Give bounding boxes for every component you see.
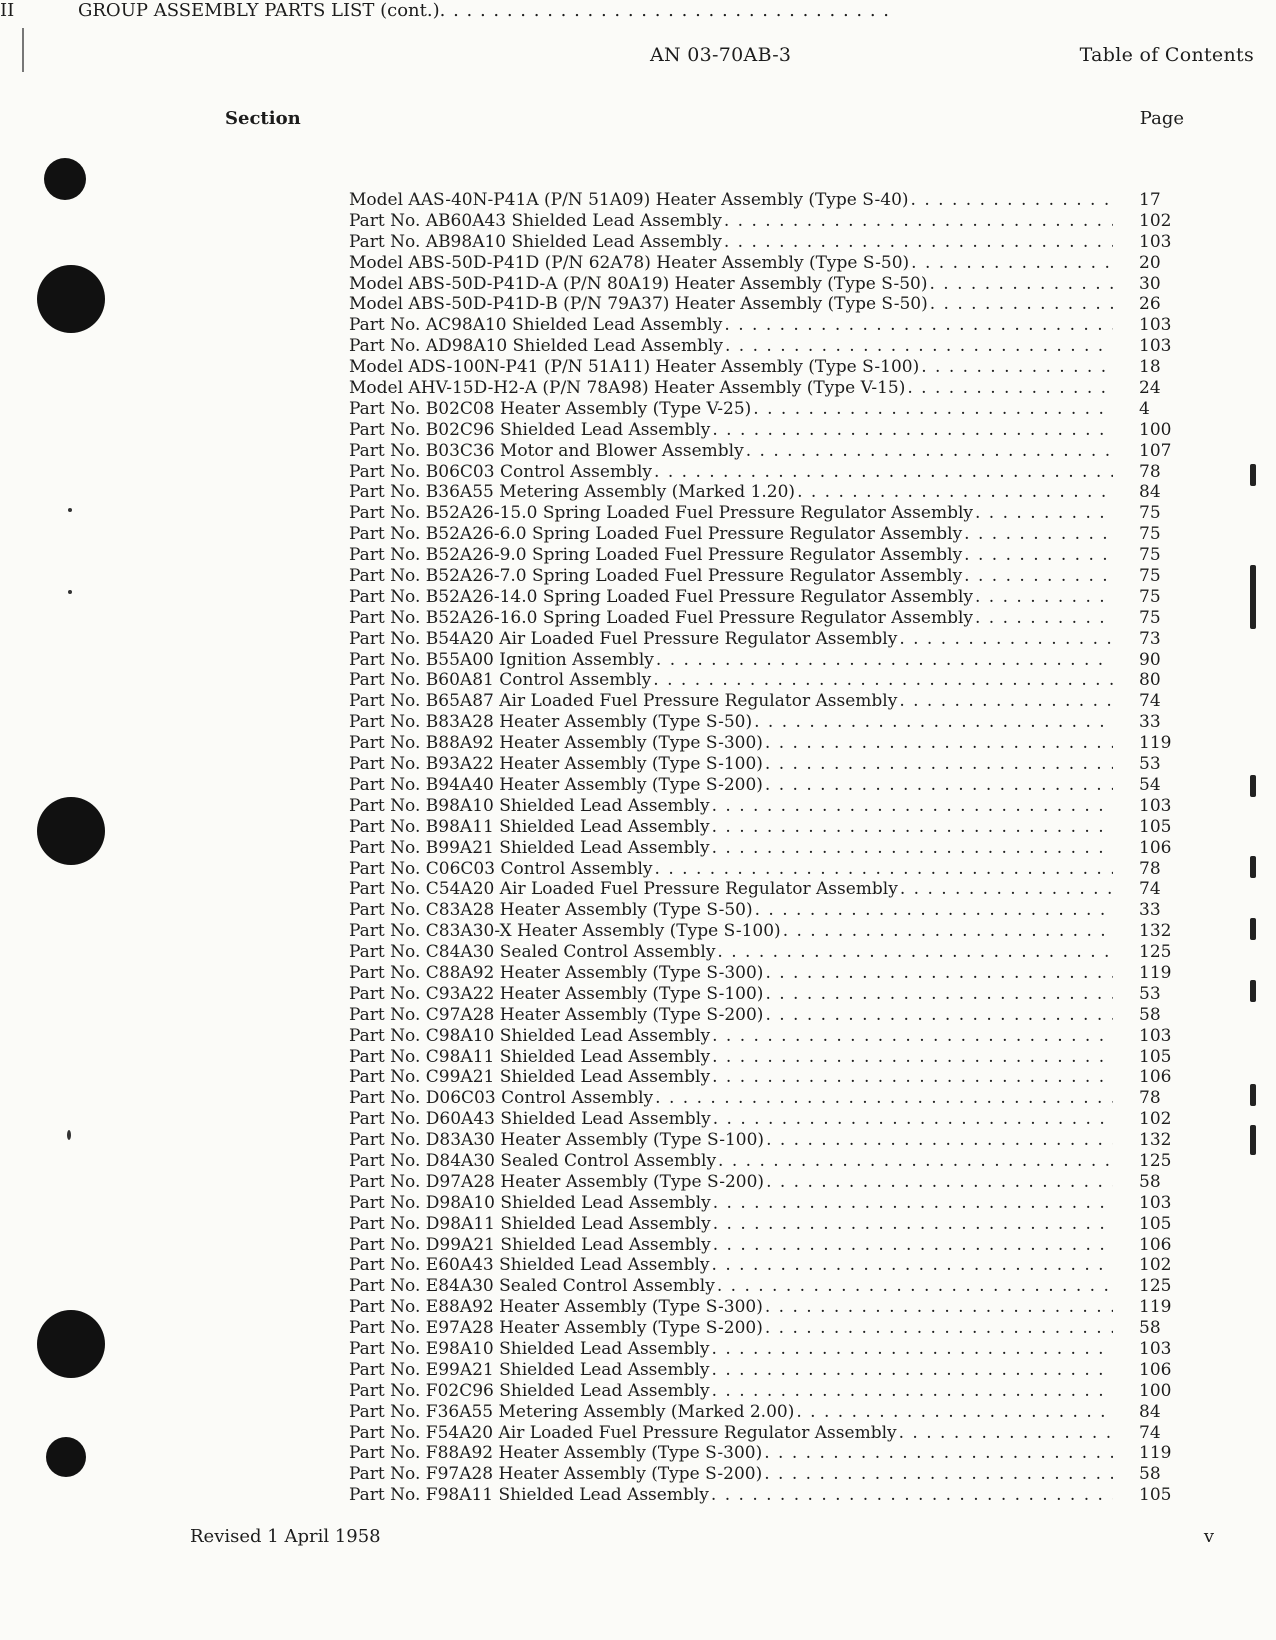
toc-entry[interactable] xyxy=(349,942,1199,963)
toc-entry-title: Part No. C83A28 Heater Assembly (Type S-50) xyxy=(349,900,753,921)
dot-leader xyxy=(907,378,1113,399)
toc-entry-title: Part No. C93A22 Heater Assembly (Type S-100) xyxy=(349,983,764,1004)
dot-leader xyxy=(911,190,1113,211)
toc-entry[interactable] xyxy=(349,1130,1199,1151)
toc-entry-page: 84 xyxy=(1139,482,1161,503)
toc-entry[interactable] xyxy=(349,1255,1199,1276)
toc-entry-title: Part No. B52A26-9.0 Spring Loaded Fuel Pressure Regulator Assembly xyxy=(349,545,963,566)
toc-entry-title: Part No. D97A28 Heater Assembly (Type S-200) xyxy=(349,1171,765,1192)
toc-entry-page: 90 xyxy=(1139,649,1161,670)
toc-entry-page: 125 xyxy=(1139,1276,1172,1297)
running-title: Table of Contents xyxy=(1079,44,1254,66)
toc-entry[interactable] xyxy=(349,545,1199,566)
toc-entry[interactable] xyxy=(349,1381,1199,1402)
toc-entry-page: 33 xyxy=(1139,900,1161,921)
toc-entry-title: Part No. B36A55 Metering Assembly (Marked 1.20) xyxy=(349,482,796,503)
toc-entry-page: 132 xyxy=(1139,921,1172,942)
dot-leader xyxy=(724,211,1113,232)
dot-leader xyxy=(724,232,1113,253)
toc-entry-page: 80 xyxy=(1139,670,1161,691)
toc-entry[interactable] xyxy=(349,1297,1199,1318)
toc-entry[interactable] xyxy=(349,315,1199,336)
toc-entry[interactable] xyxy=(349,859,1199,880)
toc-entry-title: Part No. B52A26-16.0 Spring Loaded Fuel Pressure Regulator Assembly xyxy=(349,607,973,628)
dot-leader xyxy=(712,838,1113,859)
dot-leader xyxy=(713,1193,1113,1214)
toc-entry-page: 75 xyxy=(1139,566,1161,587)
toc-entry-page: 75 xyxy=(1139,524,1161,545)
dot-leader xyxy=(766,1172,1113,1193)
revision-date: Revised 1 April 1958 xyxy=(190,1526,381,1547)
toc-entry-page: 73 xyxy=(1139,628,1161,649)
toc-entry-title: Part No. C06C03 Control Assembly xyxy=(349,858,653,879)
toc-entry-page: 78 xyxy=(1139,1088,1161,1109)
toc-entry-page: 103 xyxy=(1139,795,1172,816)
dot-leader xyxy=(765,963,1113,984)
toc-entry[interactable] xyxy=(349,629,1199,650)
toc-entry-page: 105 xyxy=(1139,1046,1172,1067)
dot-leader xyxy=(975,608,1113,629)
dot-leader xyxy=(764,1464,1113,1485)
page-speck xyxy=(68,508,72,512)
toc-entry-title: Part No. B98A10 Shielded Lead Assembly xyxy=(349,795,710,816)
toc-entry[interactable] xyxy=(349,274,1199,295)
dot-leader xyxy=(753,399,1113,420)
dot-leader xyxy=(766,1130,1113,1151)
toc-entry-title: Part No. F54A20 Air Loaded Fuel Pressure Regulator Assembly xyxy=(349,1422,897,1443)
toc-entry[interactable] xyxy=(349,1276,1199,1297)
toc-entry-page: 103 xyxy=(1139,1338,1172,1359)
toc-entry-page: 58 xyxy=(1139,1464,1161,1485)
dot-leader xyxy=(711,1485,1113,1506)
change-bar xyxy=(1250,856,1256,878)
dot-leader xyxy=(796,1402,1113,1423)
toc-entry[interactable] xyxy=(349,984,1199,1005)
toc-entry[interactable] xyxy=(349,1109,1199,1130)
toc-entry[interactable] xyxy=(349,754,1199,775)
toc-entry-title: Part No. C97A28 Heater Assembly (Type S-200) xyxy=(349,1004,764,1025)
toc-entry-title: Part No. E97A28 Heater Assembly (Type S-200) xyxy=(349,1318,763,1339)
toc-entry[interactable] xyxy=(349,294,1199,315)
dot-leader xyxy=(975,503,1113,524)
section-heading-row xyxy=(0,0,890,21)
toc-entry[interactable] xyxy=(349,650,1199,671)
dot-leader xyxy=(899,1423,1113,1444)
dot-leader xyxy=(765,1318,1113,1339)
toc-entry-page: 103 xyxy=(1139,231,1172,252)
dot-leader xyxy=(765,984,1113,1005)
toc-entry-title: Part No. C98A10 Shielded Lead Assembly xyxy=(349,1025,711,1046)
toc-entry-page: 105 xyxy=(1139,816,1172,837)
section-number: II xyxy=(0,0,15,21)
toc-entry-page: 30 xyxy=(1139,273,1161,294)
toc-entry-page: 75 xyxy=(1139,545,1161,566)
dot-leader xyxy=(899,629,1113,650)
toc-entry-title: Part No. B83A28 Heater Assembly (Type S-50) xyxy=(349,712,753,733)
toc-entry-title: Part No. B52A26-14.0 Spring Loaded Fuel Pressure Regulator Assembly xyxy=(349,586,973,607)
punch-hole xyxy=(44,158,86,200)
dot-leader xyxy=(653,670,1113,691)
dot-leader xyxy=(746,441,1113,462)
page-edge-mark xyxy=(22,28,24,72)
toc-entry-page: 132 xyxy=(1139,1130,1172,1151)
toc-entry-title: Part No. E99A21 Shielded Lead Assembly xyxy=(349,1359,710,1380)
dot-leader xyxy=(718,1151,1113,1172)
toc-entry[interactable] xyxy=(349,211,1199,232)
toc-entry-page: 103 xyxy=(1139,1192,1172,1213)
section-column-heading: Section xyxy=(225,108,301,129)
toc-entry[interactable] xyxy=(349,441,1199,462)
dot-leader xyxy=(712,1339,1113,1360)
change-bar xyxy=(1250,565,1256,629)
toc-entry-page: 75 xyxy=(1139,607,1161,628)
toc-entry-title: Part No. C83A30-X Heater Assembly (Type S-100) xyxy=(349,921,781,942)
toc-entry[interactable] xyxy=(349,1360,1199,1381)
change-bar xyxy=(1250,980,1256,1002)
toc-entry[interactable] xyxy=(349,482,1199,503)
toc-entry-page: 54 xyxy=(1139,774,1161,795)
toc-entry[interactable] xyxy=(349,963,1199,984)
dot-leader xyxy=(712,1047,1113,1068)
toc-entry[interactable] xyxy=(349,232,1199,253)
toc-entry-page: 78 xyxy=(1139,858,1161,879)
toc-entry-title: Model AAS-40N-P41A (P/N 51A09) Heater Assembly (Type S-40) xyxy=(349,190,909,210)
dot-leader xyxy=(765,1005,1113,1026)
toc-entry-title: Part No. B03C36 Motor and Blower Assembly xyxy=(349,440,744,461)
toc-entry[interactable] xyxy=(349,253,1199,274)
toc-entry[interactable] xyxy=(349,1193,1199,1214)
dot-leader xyxy=(930,274,1114,295)
toc-entry-page: 74 xyxy=(1139,1422,1161,1443)
toc-entry-page: 125 xyxy=(1139,1150,1172,1171)
punch-hole xyxy=(37,1310,105,1378)
toc-entry-title: Part No. C99A21 Shielded Lead Assembly xyxy=(349,1067,711,1088)
toc-entry[interactable] xyxy=(349,1067,1199,1088)
toc-entry-title: Model ABS-50D-P41D (P/N 62A78) Heater Assembly (Type S-50) xyxy=(349,252,910,273)
toc-entry-title: Part No. B52A26-15.0 Spring Loaded Fuel Pressure Regulator Assembly xyxy=(349,503,973,524)
toc-entry[interactable] xyxy=(349,879,1199,900)
toc-entry-page: 18 xyxy=(1139,357,1161,378)
toc-entry-page: 78 xyxy=(1139,461,1161,482)
toc-entry-title: Part No. D83A30 Heater Assembly (Type S-100) xyxy=(349,1130,765,1151)
toc-entry-page: 58 xyxy=(1139,1318,1161,1339)
toc-entry-page: 74 xyxy=(1139,879,1161,900)
dot-leader xyxy=(440,0,890,21)
toc-entry-page: 20 xyxy=(1139,252,1161,273)
page-column-heading: Page xyxy=(1139,108,1184,129)
dot-leader xyxy=(712,1360,1113,1381)
toc-entry-title: Model ADS-100N-P41 (P/N 51A11) Heater Assembly (Type S-100) xyxy=(349,357,920,378)
change-bar xyxy=(1250,775,1256,797)
punch-hole xyxy=(46,1437,86,1477)
toc-entry-title: Part No. B60A81 Control Assembly xyxy=(349,670,652,691)
dot-leader xyxy=(712,1255,1113,1276)
toc-entry[interactable] xyxy=(349,817,1199,838)
toc-entry-title: Part No. B52A26-7.0 Spring Loaded Fuel Pressure Regulator Assembly xyxy=(349,566,963,587)
dot-leader xyxy=(921,357,1113,378)
toc-entry-title: Part No. AB60A43 Shielded Lead Assembly xyxy=(349,210,722,231)
change-bar xyxy=(1250,1084,1256,1106)
dot-leader xyxy=(797,482,1113,503)
toc-entry-title: Part No. B02C08 Heater Assembly (Type V-25) xyxy=(349,398,752,419)
toc-entry-page: 105 xyxy=(1139,1485,1172,1506)
toc-entry-title: Part No. F88A92 Heater Assembly (Type S-300) xyxy=(349,1443,763,1464)
toc-entry-title: Part No. B54A20 Air Loaded Fuel Pressure Regulator Assembly xyxy=(349,628,898,649)
dot-leader xyxy=(712,796,1113,817)
dot-leader xyxy=(783,921,1113,942)
toc-entry-page: 58 xyxy=(1139,1004,1161,1025)
toc-entry-title: Part No. B55A00 Ignition Assembly xyxy=(349,649,654,670)
toc-entry-title: Part No. B52A26-6.0 Spring Loaded Fuel Pressure Regulator Assembly xyxy=(349,524,963,545)
dot-leader xyxy=(725,336,1113,357)
dot-leader xyxy=(964,524,1113,545)
toc-entry[interactable] xyxy=(349,1214,1199,1235)
dot-leader xyxy=(713,1214,1113,1235)
punch-hole xyxy=(37,265,105,333)
toc-entry-title: Part No. B02C96 Shielded Lead Assembly xyxy=(349,419,711,440)
dot-leader xyxy=(754,712,1113,733)
change-bar xyxy=(1250,1125,1256,1155)
toc-entry-page: 58 xyxy=(1139,1171,1161,1192)
dot-leader xyxy=(765,754,1113,775)
toc-entry-page: 102 xyxy=(1139,210,1172,231)
toc-entry-title: Part No. C84A30 Sealed Control Assembly xyxy=(349,942,716,963)
toc-entry[interactable] xyxy=(349,587,1199,608)
toc-entry-title: Model ABS-50D-P41D-B (P/N 79A37) Heater Assembly (Type S-50) xyxy=(349,294,928,315)
toc-entry-title: Part No. B98A11 Shielded Lead Assembly xyxy=(349,816,710,837)
toc-entry[interactable] xyxy=(349,336,1199,357)
toc-entry-title: Part No. C54A20 Air Loaded Fuel Pressure Regulator Assembly xyxy=(349,879,898,900)
toc-entry-page: 103 xyxy=(1139,315,1172,336)
dot-leader xyxy=(964,545,1113,566)
toc-entry[interactable] xyxy=(349,1005,1199,1026)
toc-entry-page: 33 xyxy=(1139,712,1161,733)
toc-entry-title: Part No. E98A10 Shielded Lead Assembly xyxy=(349,1338,710,1359)
dot-leader xyxy=(712,817,1113,838)
toc-entry-title: Part No. C88A92 Heater Assembly (Type S-300) xyxy=(349,962,764,983)
toc-entry-title: Part No. F98A11 Shielded Lead Assembly xyxy=(349,1485,709,1506)
toc-entry[interactable] xyxy=(349,1318,1199,1339)
toc-entry-title: Part No. AB98A10 Shielded Lead Assembly xyxy=(349,231,722,252)
toc-entry[interactable] xyxy=(349,357,1199,378)
toc-entry-page: 106 xyxy=(1139,837,1172,858)
toc-entry-title: Part No. B93A22 Heater Assembly (Type S-100) xyxy=(349,754,763,775)
toc-entry-title: Part No. D06C03 Control Assembly xyxy=(349,1088,654,1109)
toc-entry[interactable] xyxy=(349,420,1199,441)
punch-hole xyxy=(37,797,105,865)
dot-leader xyxy=(724,315,1113,336)
toc-entry-page: 100 xyxy=(1139,419,1172,440)
toc-entry-title: Model ABS-50D-P41D-A (P/N 80A19) Heater Assembly (Type S-50) xyxy=(349,273,928,294)
toc-entry-title: Part No. F36A55 Metering Assembly (Marked 2.00) xyxy=(349,1401,795,1422)
dot-leader xyxy=(900,879,1113,900)
toc-entry-title: Part No. D98A11 Shielded Lead Assembly xyxy=(349,1213,711,1234)
toc-entry-title: Part No. B65A87 Air Loaded Fuel Pressure Regulator Assembly xyxy=(349,691,898,712)
toc-entry[interactable] xyxy=(349,775,1199,796)
toc-entry-title: Part No. B88A92 Heater Assembly (Type S-300) xyxy=(349,733,763,754)
toc-entry-page: 105 xyxy=(1139,1213,1172,1234)
dot-leader xyxy=(755,900,1113,921)
toc-entry-title: Part No. E88A92 Heater Assembly (Type S-300) xyxy=(349,1297,763,1318)
toc-entry-list xyxy=(349,190,1199,1506)
dot-leader xyxy=(713,1109,1113,1130)
dot-leader xyxy=(717,942,1113,963)
toc-entry[interactable] xyxy=(349,378,1199,399)
toc-entry-title: Part No. F02C96 Shielded Lead Assembly xyxy=(349,1380,710,1401)
dot-leader xyxy=(712,420,1113,441)
toc-entry[interactable] xyxy=(349,1402,1199,1423)
toc-entry-title: Part No. D84A30 Sealed Control Assembly xyxy=(349,1150,717,1171)
toc-entry[interactable] xyxy=(349,608,1199,629)
toc-entry-title: Part No. F97A28 Heater Assembly (Type S-200) xyxy=(349,1464,763,1485)
toc-entry-title: Part No. B94A40 Heater Assembly (Type S-200) xyxy=(349,774,763,795)
toc-entry-title: Part No. D98A10 Shielded Lead Assembly xyxy=(349,1192,711,1213)
page-number: v xyxy=(1203,1526,1214,1547)
toc-entry-page: 103 xyxy=(1139,336,1172,357)
dot-leader xyxy=(764,1443,1113,1464)
dot-leader xyxy=(975,587,1113,608)
toc-entry[interactable] xyxy=(349,900,1199,921)
dot-leader xyxy=(717,1276,1113,1297)
toc-entry-page: 74 xyxy=(1139,691,1161,712)
toc-entry-page: 103 xyxy=(1139,1025,1172,1046)
toc-entry[interactable] xyxy=(349,1339,1199,1360)
toc-entry-page: 24 xyxy=(1139,378,1161,399)
toc-entry-page: 75 xyxy=(1139,503,1161,524)
toc-entry-page: 75 xyxy=(1139,586,1161,607)
toc-entry[interactable] xyxy=(349,1088,1199,1109)
toc-entry-title: Part No. D60A43 Shielded Lead Assembly xyxy=(349,1109,711,1130)
toc-entry-page: 119 xyxy=(1139,733,1172,754)
toc-entry-page: 4 xyxy=(1139,398,1150,419)
toc-entry-page: 119 xyxy=(1139,1297,1172,1318)
toc-entry-title: Part No. B06C03 Control Assembly xyxy=(349,461,653,482)
toc-entry[interactable] xyxy=(349,712,1199,733)
dot-leader xyxy=(765,775,1113,796)
dot-leader xyxy=(654,462,1113,483)
toc-entry-page: 53 xyxy=(1139,754,1161,775)
toc-entry-page: 107 xyxy=(1139,440,1172,461)
toc-entry-title: Part No. E84A30 Sealed Control Assembly xyxy=(349,1276,715,1297)
toc-entry[interactable] xyxy=(349,921,1199,942)
toc-entry-title: Part No. C98A11 Shielded Lead Assembly xyxy=(349,1046,711,1067)
toc-entry[interactable] xyxy=(349,1485,1199,1506)
toc-entry-page: 106 xyxy=(1139,1234,1172,1255)
toc-entry[interactable] xyxy=(349,1443,1199,1464)
toc-entry[interactable] xyxy=(349,1464,1199,1485)
document-number: AN 03-70AB-3 xyxy=(650,44,792,66)
dot-leader xyxy=(911,253,1113,274)
toc-entry-page: 125 xyxy=(1139,942,1172,963)
toc-entry[interactable] xyxy=(349,462,1199,483)
toc-entry[interactable] xyxy=(349,1026,1199,1047)
toc-entry-page: 53 xyxy=(1139,983,1161,1004)
toc-entry-page: 26 xyxy=(1139,294,1161,315)
dot-leader xyxy=(656,650,1113,671)
section-title: GROUP ASSEMBLY PARTS LIST (cont.) xyxy=(78,0,440,21)
toc-entry[interactable] xyxy=(349,1151,1199,1172)
toc-entry[interactable] xyxy=(349,190,1199,211)
toc-entry[interactable] xyxy=(349,1172,1199,1193)
dot-leader xyxy=(765,733,1113,754)
toc-entry[interactable] xyxy=(349,503,1199,524)
toc-entry[interactable] xyxy=(349,1047,1199,1068)
toc-entry[interactable] xyxy=(349,524,1199,545)
change-bar xyxy=(1250,464,1256,486)
toc-entry[interactable] xyxy=(349,733,1199,754)
toc-entry-page: 100 xyxy=(1139,1380,1172,1401)
dot-leader xyxy=(712,1381,1113,1402)
toc-entry[interactable] xyxy=(349,566,1199,587)
toc-entry[interactable] xyxy=(349,670,1199,691)
toc-entry-page: 119 xyxy=(1139,1443,1172,1464)
toc-entry-title: Part No. AD98A10 Shielded Lead Assembly xyxy=(349,336,723,357)
toc-entry[interactable] xyxy=(349,1235,1199,1256)
toc-entry[interactable] xyxy=(349,1423,1199,1444)
toc-entry-page: 102 xyxy=(1139,1109,1172,1130)
dot-leader xyxy=(930,294,1113,315)
toc-entry-page: 84 xyxy=(1139,1401,1161,1422)
toc-entry-title: Model AHV-15D-H2-A (P/N 78A98) Heater Assembly (Type V-15) xyxy=(349,378,906,399)
toc-entry-page: 106 xyxy=(1139,1359,1172,1380)
dot-leader xyxy=(899,691,1113,712)
toc-entry-title: Part No. B99A21 Shielded Lead Assembly xyxy=(349,837,710,858)
toc-entry-page: 102 xyxy=(1139,1255,1172,1276)
change-bar xyxy=(1250,918,1256,940)
toc-entry-title: Part No. D99A21 Shielded Lead Assembly xyxy=(349,1234,711,1255)
dot-leader xyxy=(765,1297,1113,1318)
page-speck xyxy=(67,1130,71,1140)
dot-leader xyxy=(964,566,1113,587)
toc-entry[interactable] xyxy=(349,691,1199,712)
dot-leader xyxy=(712,1026,1113,1047)
toc-entry[interactable] xyxy=(349,838,1199,859)
toc-entry[interactable] xyxy=(349,796,1199,817)
page-speck xyxy=(68,590,72,594)
toc-entry-page: 106 xyxy=(1139,1067,1172,1088)
dot-leader xyxy=(655,1088,1113,1109)
dot-leader xyxy=(712,1067,1113,1088)
dot-leader xyxy=(713,1235,1113,1256)
toc-entry-page: 119 xyxy=(1139,962,1172,983)
toc-entry-page: 17 xyxy=(1139,190,1161,210)
toc-entry[interactable] xyxy=(349,399,1199,420)
dot-leader xyxy=(655,859,1113,880)
toc-entry-title: Part No. E60A43 Shielded Lead Assembly xyxy=(349,1255,710,1276)
toc-entry-title: Part No. AC98A10 Shielded Lead Assembly xyxy=(349,315,723,336)
